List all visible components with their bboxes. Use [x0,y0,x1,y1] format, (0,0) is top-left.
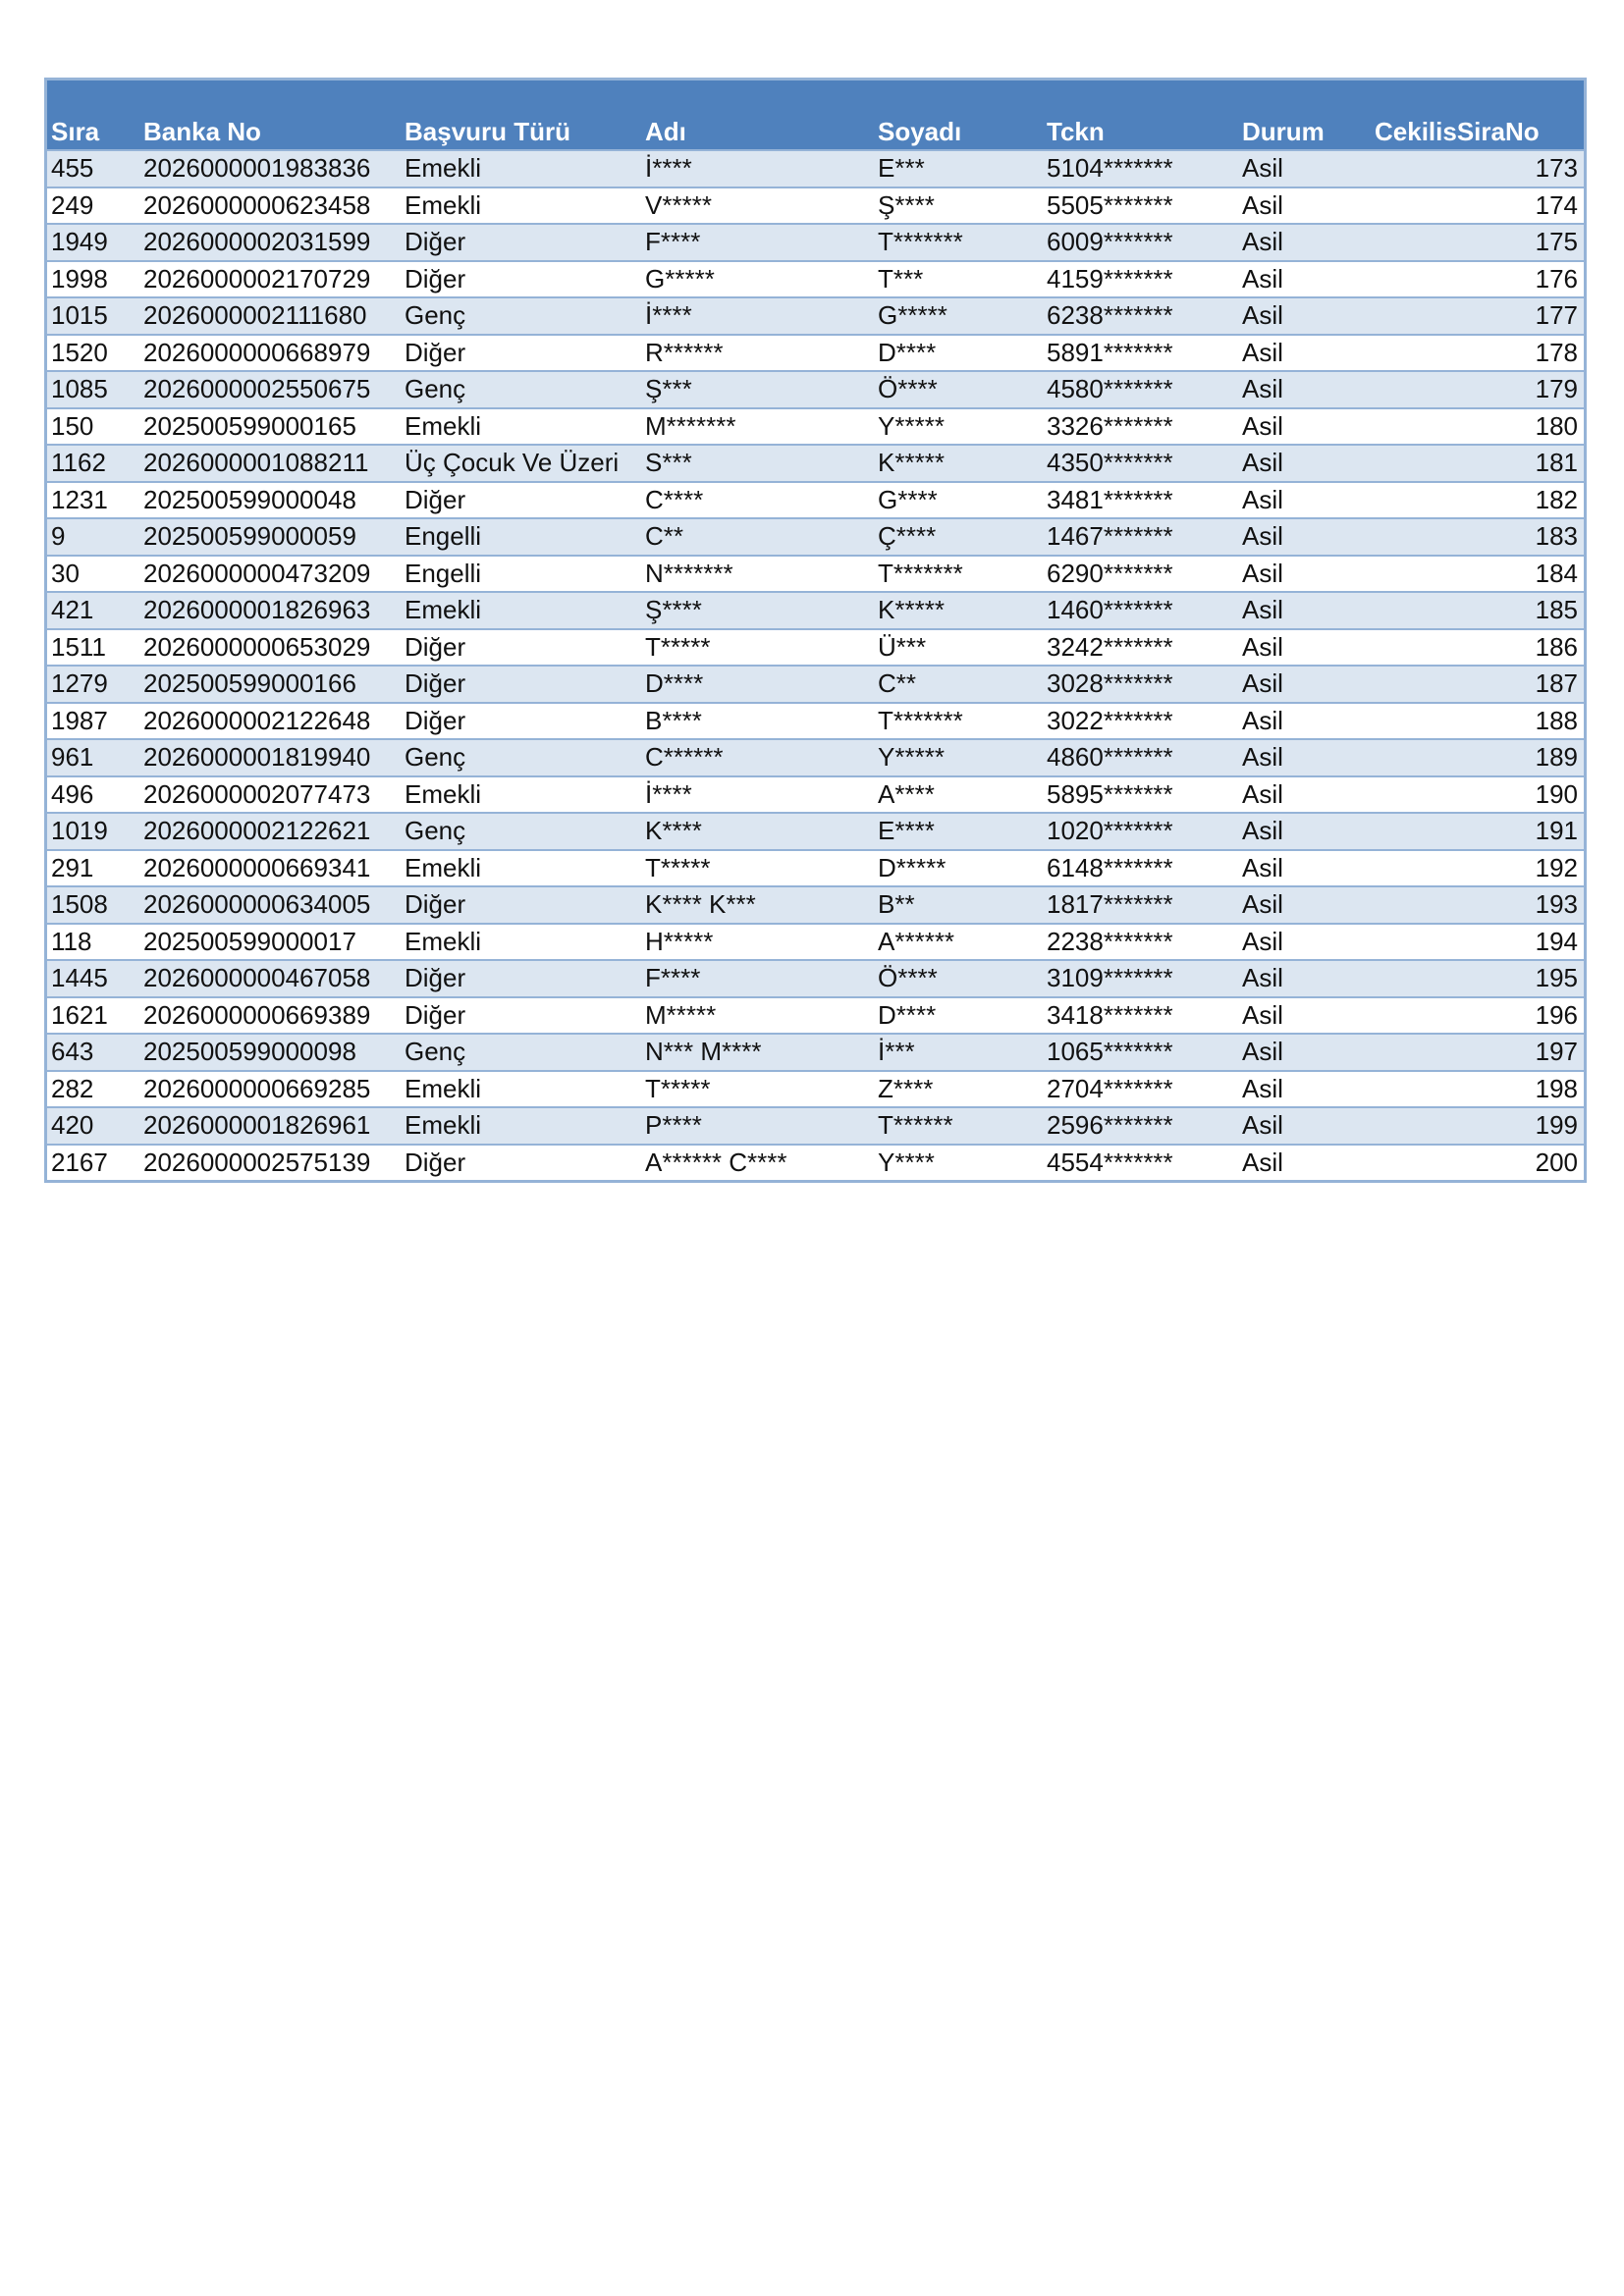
cell-soyadi: G***** [874,297,1043,335]
cell-durum: Asil [1238,666,1371,703]
cell-cekilis-sira-no: 178 [1371,335,1584,372]
cell-adi: V***** [641,187,874,225]
cell-basvuru-turu: Emekli [401,924,641,961]
cell-durum: Asil [1238,997,1371,1035]
table-row [47,261,1584,298]
cell-basvuru-turu: Genç [401,371,641,408]
table-row [47,1071,1584,1108]
cell-cekilis-sira-no: 196 [1371,997,1584,1035]
cell-tckn: 4554******* [1043,1145,1238,1181]
cell-cekilis-sira-no: 189 [1371,739,1584,776]
results-table [47,80,1584,1180]
cell-adi: İ**** [641,297,874,335]
cell-cekilis-sira-no: 188 [1371,703,1584,740]
cell-adi: İ**** [641,776,874,814]
cell-basvuru-turu: Emekli [401,776,641,814]
cell-banka-no: 2026000000669285 [139,1071,401,1108]
cell-tckn: 4580******* [1043,371,1238,408]
cell-basvuru-turu: Emekli [401,150,641,187]
cell-soyadi: T*** [874,261,1043,298]
table-row [47,886,1584,924]
cell-durum: Asil [1238,813,1371,850]
cell-banka-no: 2026000000653029 [139,629,401,667]
cell-sira: 1987 [47,703,139,740]
table-row [47,335,1584,372]
cell-sira: 118 [47,924,139,961]
cell-banka-no: 2026000000473209 [139,556,401,593]
cell-durum: Asil [1238,1034,1371,1071]
cell-basvuru-turu: Üç Çocuk Ve Üzeri [401,445,641,482]
cell-tckn: 5895******* [1043,776,1238,814]
cell-sira: 1520 [47,335,139,372]
cell-soyadi: K***** [874,445,1043,482]
cell-banka-no: 2026000002122621 [139,813,401,850]
table-row [47,1034,1584,1071]
cell-basvuru-turu: Diğer [401,224,641,261]
cell-banka-no: 202500599000059 [139,518,401,556]
cell-banka-no: 2026000001088211 [139,445,401,482]
table-row [47,187,1584,225]
cell-banka-no: 202500599000166 [139,666,401,703]
cell-adi: C****** [641,739,874,776]
cell-cekilis-sira-no: 198 [1371,1071,1584,1108]
cell-basvuru-turu: Diğer [401,886,641,924]
cell-tckn: 1460******* [1043,592,1238,629]
cell-cekilis-sira-no: 179 [1371,371,1584,408]
cell-sira: 2167 [47,1145,139,1181]
header-basvuru-turu: Başvuru Türü [405,117,571,146]
cell-sira: 30 [47,556,139,593]
cell-soyadi: T******* [874,556,1043,593]
cell-tckn: 1467******* [1043,518,1238,556]
cell-soyadi: K***** [874,592,1043,629]
cell-basvuru-turu: Diğer [401,629,641,667]
table-row [47,518,1584,556]
cell-cekilis-sira-no: 175 [1371,224,1584,261]
cell-tckn: 6290******* [1043,556,1238,593]
cell-sira: 1949 [47,224,139,261]
cell-cekilis-sira-no: 180 [1371,408,1584,446]
cell-banka-no: 2026000000668979 [139,335,401,372]
cell-tckn: 4159******* [1043,261,1238,298]
table-row [47,371,1584,408]
table-row [47,997,1584,1035]
table-row [47,813,1584,850]
cell-cekilis-sira-no: 187 [1371,666,1584,703]
cell-basvuru-turu: Diğer [401,703,641,740]
table-row [47,666,1584,703]
table-row [47,776,1584,814]
cell-soyadi: E*** [874,150,1043,187]
cell-durum: Asil [1238,960,1371,997]
cell-soyadi: E**** [874,813,1043,850]
header-cekilis-sira-no: CekilisSiraNo [1375,117,1540,146]
table-body [47,150,1584,1180]
cell-adi: C**** [641,482,874,519]
cell-soyadi: T******* [874,703,1043,740]
cell-banka-no: 2026000002170729 [139,261,401,298]
cell-durum: Asil [1238,445,1371,482]
cell-basvuru-turu: Emekli [401,850,641,887]
cell-durum: Asil [1238,703,1371,740]
cell-tckn: 5104******* [1043,150,1238,187]
cell-soyadi: G**** [874,482,1043,519]
cell-adi: F**** [641,960,874,997]
cell-soyadi: Ü*** [874,629,1043,667]
cell-tckn: 3109******* [1043,960,1238,997]
cell-adi: K**** K*** [641,886,874,924]
table-row [47,592,1584,629]
cell-cekilis-sira-no: 185 [1371,592,1584,629]
cell-banka-no: 2026000001826961 [139,1107,401,1145]
results-table-container [44,78,1587,1183]
header-soyadi: Soyadı [878,117,962,146]
cell-sira: 1231 [47,482,139,519]
header-row [47,80,1584,150]
cell-cekilis-sira-no: 186 [1371,629,1584,667]
cell-basvuru-turu: Emekli [401,592,641,629]
cell-durum: Asil [1238,335,1371,372]
table-header [47,80,1584,150]
cell-adi: M***** [641,997,874,1035]
cell-cekilis-sira-no: 176 [1371,261,1584,298]
cell-durum: Asil [1238,297,1371,335]
cell-adi: R****** [641,335,874,372]
cell-adi: N******* [641,556,874,593]
cell-tckn: 6148******* [1043,850,1238,887]
table-row [47,739,1584,776]
cell-banka-no: 2026000000634005 [139,886,401,924]
cell-banka-no: 202500599000017 [139,924,401,961]
cell-tckn: 2704******* [1043,1071,1238,1108]
cell-tckn: 1817******* [1043,886,1238,924]
cell-soyadi: Ö**** [874,960,1043,997]
cell-soyadi: İ*** [874,1034,1043,1071]
cell-durum: Asil [1238,739,1371,776]
cell-sira: 1511 [47,629,139,667]
cell-cekilis-sira-no: 200 [1371,1145,1584,1181]
cell-soyadi: Z**** [874,1071,1043,1108]
cell-tckn: 3418******* [1043,997,1238,1035]
cell-durum: Asil [1238,1145,1371,1181]
cell-cekilis-sira-no: 173 [1371,150,1584,187]
cell-soyadi: Y***** [874,408,1043,446]
cell-cekilis-sira-no: 182 [1371,482,1584,519]
cell-banka-no: 2026000001826963 [139,592,401,629]
cell-banka-no: 2026000001819940 [139,739,401,776]
cell-adi: P**** [641,1107,874,1145]
cell-sira: 1621 [47,997,139,1035]
cell-soyadi: Y***** [874,739,1043,776]
cell-adi: S*** [641,445,874,482]
cell-basvuru-turu: Diğer [401,997,641,1035]
header-tckn: Tckn [1047,117,1105,146]
cell-banka-no: 2026000000623458 [139,187,401,225]
cell-banka-no: 2026000002575139 [139,1145,401,1181]
cell-sira: 961 [47,739,139,776]
cell-soyadi: T******* [874,224,1043,261]
table-row [47,482,1584,519]
cell-sira: 455 [47,150,139,187]
cell-adi: C** [641,518,874,556]
cell-adi: T***** [641,850,874,887]
cell-adi: Ş**** [641,592,874,629]
cell-banka-no: 2026000002122648 [139,703,401,740]
cell-sira: 1445 [47,960,139,997]
cell-banka-no: 202500599000048 [139,482,401,519]
cell-banka-no: 2026000002031599 [139,224,401,261]
table-row [47,850,1584,887]
cell-cekilis-sira-no: 191 [1371,813,1584,850]
table-row [47,150,1584,187]
cell-adi: A****** C**** [641,1145,874,1181]
cell-adi: B**** [641,703,874,740]
cell-adi: N*** M**** [641,1034,874,1071]
cell-adi: D**** [641,666,874,703]
cell-soyadi: Ç**** [874,518,1043,556]
cell-sira: 420 [47,1107,139,1145]
cell-basvuru-turu: Engelli [401,518,641,556]
cell-adi: İ**** [641,150,874,187]
cell-cekilis-sira-no: 192 [1371,850,1584,887]
cell-banka-no: 202500599000098 [139,1034,401,1071]
cell-durum: Asil [1238,1071,1371,1108]
cell-tckn: 1065******* [1043,1034,1238,1071]
cell-basvuru-turu: Diğer [401,482,641,519]
table-row [47,408,1584,446]
cell-soyadi: D***** [874,850,1043,887]
cell-cekilis-sira-no: 197 [1371,1034,1584,1071]
cell-tckn: 2238******* [1043,924,1238,961]
cell-durum: Asil [1238,850,1371,887]
cell-sira: 1508 [47,886,139,924]
cell-durum: Asil [1238,150,1371,187]
cell-durum: Asil [1238,371,1371,408]
cell-banka-no: 2026000002550675 [139,371,401,408]
table-row [47,960,1584,997]
cell-basvuru-turu: Emekli [401,1107,641,1145]
cell-basvuru-turu: Diğer [401,261,641,298]
cell-basvuru-turu: Diğer [401,666,641,703]
cell-cekilis-sira-no: 199 [1371,1107,1584,1145]
table-row [47,703,1584,740]
cell-adi: K**** [641,813,874,850]
cell-sira: 496 [47,776,139,814]
cell-banka-no: 2026000000467058 [139,960,401,997]
cell-durum: Asil [1238,629,1371,667]
cell-cekilis-sira-no: 190 [1371,776,1584,814]
cell-basvuru-turu: Diğer [401,960,641,997]
cell-soyadi: A****** [874,924,1043,961]
cell-basvuru-turu: Emekli [401,1071,641,1108]
cell-banka-no: 2026000000669341 [139,850,401,887]
header-durum: Durum [1242,117,1325,146]
cell-basvuru-turu: Engelli [401,556,641,593]
cell-tckn: 5505******* [1043,187,1238,225]
table-row [47,224,1584,261]
cell-soyadi: D**** [874,335,1043,372]
cell-cekilis-sira-no: 184 [1371,556,1584,593]
cell-durum: Asil [1238,518,1371,556]
cell-tckn: 3326******* [1043,408,1238,446]
cell-cekilis-sira-no: 194 [1371,924,1584,961]
cell-durum: Asil [1238,556,1371,593]
cell-banka-no: 202500599000165 [139,408,401,446]
cell-tckn: 3022******* [1043,703,1238,740]
cell-durum: Asil [1238,1107,1371,1145]
cell-soyadi: B** [874,886,1043,924]
cell-sira: 282 [47,1071,139,1108]
table-row [47,445,1584,482]
cell-basvuru-turu: Genç [401,813,641,850]
cell-sira: 1998 [47,261,139,298]
cell-cekilis-sira-no: 174 [1371,187,1584,225]
cell-soyadi: A**** [874,776,1043,814]
cell-soyadi: T****** [874,1107,1043,1145]
cell-basvuru-turu: Genç [401,297,641,335]
cell-cekilis-sira-no: 177 [1371,297,1584,335]
cell-adi: F**** [641,224,874,261]
table-row [47,924,1584,961]
cell-adi: M******* [641,408,874,446]
table-row [47,1145,1584,1181]
cell-basvuru-turu: Genç [401,1034,641,1071]
cell-tckn: 1020******* [1043,813,1238,850]
cell-cekilis-sira-no: 195 [1371,960,1584,997]
cell-cekilis-sira-no: 181 [1371,445,1584,482]
cell-sira: 291 [47,850,139,887]
cell-durum: Asil [1238,924,1371,961]
cell-sira: 643 [47,1034,139,1071]
cell-durum: Asil [1238,482,1371,519]
table-row [47,297,1584,335]
cell-sira: 9 [47,518,139,556]
cell-tckn: 4860******* [1043,739,1238,776]
table-row [47,556,1584,593]
cell-soyadi: C** [874,666,1043,703]
header-banka-no: Banka No [143,117,261,146]
cell-sira: 249 [47,187,139,225]
cell-banka-no: 2026000002077473 [139,776,401,814]
cell-basvuru-turu: Diğer [401,1145,641,1181]
cell-banka-no: 2026000002111680 [139,297,401,335]
cell-adi: H***** [641,924,874,961]
cell-adi: G***** [641,261,874,298]
cell-sira: 1015 [47,297,139,335]
cell-tckn: 3242******* [1043,629,1238,667]
cell-sira: 421 [47,592,139,629]
cell-tckn: 5891******* [1043,335,1238,372]
cell-tckn: 2596******* [1043,1107,1238,1145]
cell-soyadi: D**** [874,997,1043,1035]
cell-adi: Ş*** [641,371,874,408]
cell-cekilis-sira-no: 183 [1371,518,1584,556]
cell-banka-no: 2026000001983836 [139,150,401,187]
cell-durum: Asil [1238,886,1371,924]
cell-basvuru-turu: Diğer [401,335,641,372]
cell-soyadi: Ş**** [874,187,1043,225]
cell-soyadi: Ö**** [874,371,1043,408]
cell-tckn: 4350******* [1043,445,1238,482]
cell-sira: 1085 [47,371,139,408]
cell-sira: 150 [47,408,139,446]
cell-durum: Asil [1238,187,1371,225]
cell-durum: Asil [1238,408,1371,446]
cell-sira: 1162 [47,445,139,482]
cell-basvuru-turu: Emekli [401,408,641,446]
cell-basvuru-turu: Genç [401,739,641,776]
cell-durum: Asil [1238,776,1371,814]
cell-adi: T***** [641,629,874,667]
cell-banka-no: 2026000000669389 [139,997,401,1035]
table-row [47,629,1584,667]
cell-durum: Asil [1238,592,1371,629]
cell-tckn: 3028******* [1043,666,1238,703]
header-sira: Sıra [51,117,100,146]
cell-tckn: 3481******* [1043,482,1238,519]
header-adi: Adı [645,117,686,146]
cell-cekilis-sira-no: 193 [1371,886,1584,924]
cell-tckn: 6238******* [1043,297,1238,335]
cell-sira: 1279 [47,666,139,703]
cell-sira: 1019 [47,813,139,850]
cell-adi: T***** [641,1071,874,1108]
cell-durum: Asil [1238,261,1371,298]
cell-tckn: 6009******* [1043,224,1238,261]
table-row [47,1107,1584,1145]
cell-basvuru-turu: Emekli [401,187,641,225]
cell-durum: Asil [1238,224,1371,261]
cell-soyadi: Y**** [874,1145,1043,1181]
